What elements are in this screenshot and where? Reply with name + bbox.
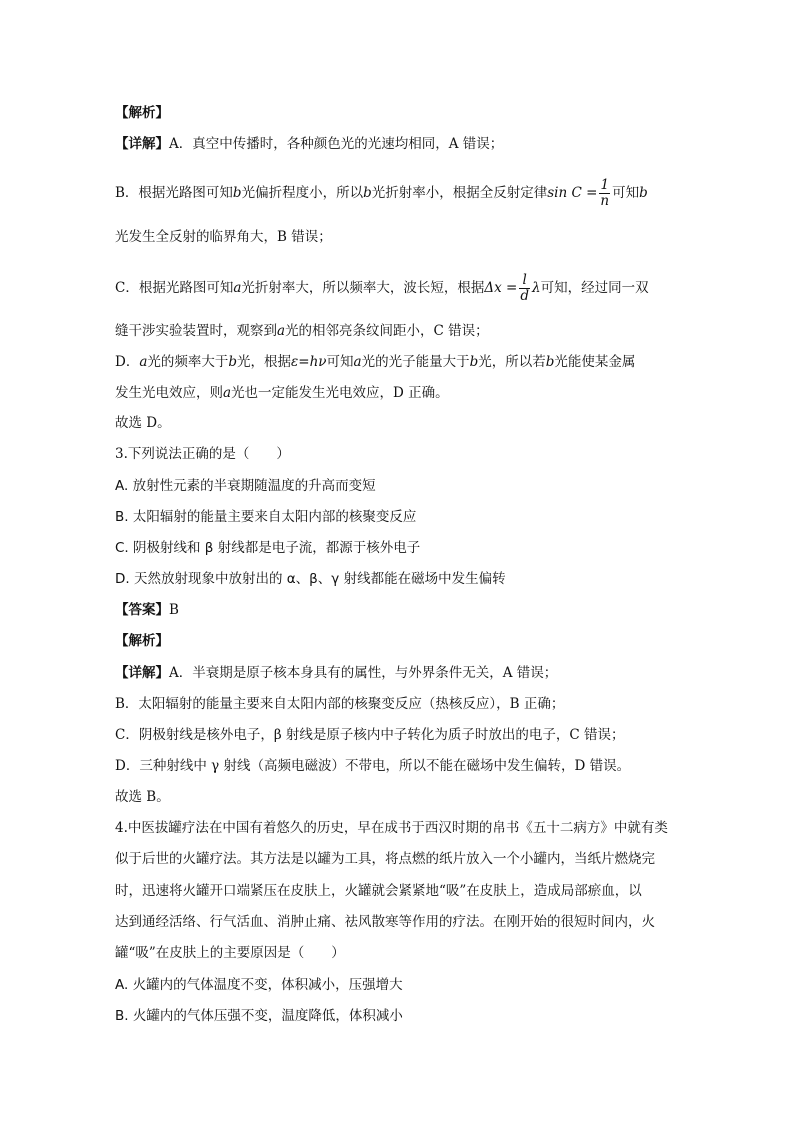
formula-photon-energy: ε=hν: [291, 354, 327, 370]
text: 可知: [612, 185, 640, 201]
formula-delta-x: Δx =: [484, 280, 518, 296]
q4-stem-line: 似于后世的火罐疗法。其方法是以罐为工具，将点燃的纸片放入一个小罐内，当纸片燃烧完: [115, 851, 655, 867]
text: 光偏折程度小，所以: [241, 185, 364, 201]
text: 光能使某金属: [554, 354, 636, 370]
text: 可知，经过同一双: [540, 280, 649, 296]
q3-option-d: D. 天然放射现象中放射出的 α、β、γ 射线都能在磁场中发生偏转: [115, 571, 506, 587]
detail-text: A．真空中传播时，各种颜色光的光速均相同，A 错误；: [169, 136, 504, 152]
answer-tag: 【答案】: [115, 602, 169, 618]
formula-lambda: λ: [532, 280, 541, 296]
text: 光，所以若: [478, 354, 546, 370]
text: 光的光子能量大于: [361, 354, 470, 370]
fraction-denominator: d: [520, 288, 530, 304]
q3-conclusion: 故选 B。: [115, 789, 170, 805]
q2-detail-d-cont: [115, 383, 449, 403]
variable-a: a: [223, 385, 232, 401]
q4-stem-line: 4.中医拔罐疗法在中国有着悠久的历史，早在成书于西汉时期的帛书《五十二病方》中就有类: [115, 820, 668, 836]
text: B．根据光路图可知: [115, 185, 233, 201]
fraction-numerator: l: [522, 272, 527, 288]
text: 光的相邻亮条纹间距小，C 错误；: [285, 323, 489, 339]
q4-option-b: B. 火罐内的气体压强不变，温度降低，体积减小: [115, 1008, 403, 1024]
variable-a: a: [353, 354, 362, 370]
variable-a: a: [233, 280, 242, 296]
detail-tag: 【详解】: [115, 665, 169, 681]
text: 光折射率大，所以频率大，波长短，根据: [241, 280, 485, 296]
q2-conclusion: 故选 D。: [115, 415, 171, 431]
text: 光，根据: [237, 354, 292, 370]
variable-a: a: [277, 323, 286, 339]
q2-detail-c: [115, 273, 649, 304]
fraction-l-over-d: [519, 273, 530, 304]
q3-answer: [115, 600, 179, 620]
q2-detail-b-cont: 光发生全反射的临界角大，B 错误；: [115, 229, 332, 245]
q3-detail-c: C．阴极射线是核外电子，β 射线是原子核内中子转化为质子时放出的电子，C 错误；: [115, 727, 625, 743]
q2-detail-a: [115, 134, 503, 154]
q2-detail-d: [115, 352, 635, 372]
text: 光折射率小，根据全反射定律: [371, 185, 548, 201]
text: 缝干涉实验装置时，观察到: [115, 323, 277, 339]
text: 发生光电效应，则: [115, 385, 223, 401]
fraction-numerator: 1: [600, 177, 610, 193]
variable-b: b: [545, 354, 555, 370]
q3-detail-b: B．太阳辐射的能量主要来自太阳内部的核聚变反应（热核反应），B 正确；: [115, 696, 565, 712]
variable-b: b: [228, 354, 238, 370]
q2-detail-c-cont: [115, 321, 489, 341]
variable-b: b: [232, 185, 242, 201]
detail-text: A．半衰期是原子核本身具有的属性，与外界条件无关，A 错误；: [169, 665, 558, 681]
text: 光也一定能发生光电效应，D 正确。: [231, 385, 449, 401]
fraction-1-over-n: [599, 178, 610, 209]
text: C．根据光路图可知: [115, 280, 234, 296]
answer-value: B: [169, 602, 179, 618]
q2-detail-b: [115, 178, 648, 209]
text: 光的频率大于: [147, 354, 229, 370]
fraction-denominator: n: [600, 193, 610, 209]
variable-b: b: [639, 185, 648, 201]
variable-a: a: [139, 354, 148, 370]
q3-detail-d: D．三种射线中 γ 射线（高频电磁波）不带电，所以不能在磁场中发生偏转，D 错误。: [115, 758, 631, 774]
q4-stem-line: 时，迅速将火罐开口端紧压在皮肤上，火罐就会紧紧地“吸”在皮肤上，造成局部瘀血，以: [115, 883, 642, 899]
detail-tag: 【详解】: [115, 136, 169, 152]
q3-option-b: B. 太阳辐射的能量主要来自太阳内部的核聚变反应: [115, 509, 417, 525]
q3-analysis-heading: 【解析】: [115, 633, 169, 649]
variable-b: b: [469, 354, 479, 370]
formula-sin-c: sin C =: [547, 185, 598, 201]
q3-option-c: C. 阴极射线和 β 射线都是电子流，都源于核外电子: [115, 540, 421, 556]
q3-option-a: A. 放射性元素的半衰期随温度的升高而变短: [115, 478, 376, 494]
q4-stem-line: 罐“吸”在皮肤上的主要原因是（ ）: [115, 945, 345, 961]
variable-b: b: [363, 185, 372, 201]
q4-stem-line: 达到通经活络、行气活血、消肿止痛、祛风散寒等作用的疗法。在刚开始的很短时间内，火: [115, 914, 655, 930]
q4-option-a: A. 火罐内的气体温度不变，体积减小，压强增大: [115, 977, 403, 993]
text: 可知: [326, 354, 354, 370]
text: D．: [115, 354, 140, 370]
analysis-heading: 【解析】: [115, 105, 169, 121]
q3-detail-a: [115, 663, 557, 683]
q3-stem: 3.下列说法正确的是（ ）: [115, 446, 290, 462]
